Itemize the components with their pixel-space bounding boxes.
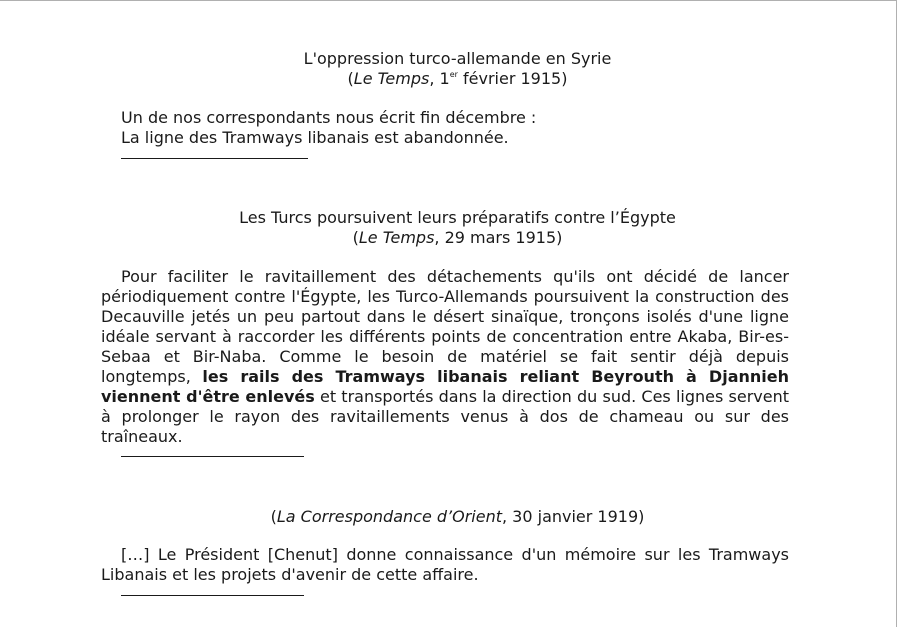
section-1-publication: Le Temps — [353, 69, 430, 88]
section-2-separator — [121, 456, 304, 457]
section-3-body: […] Le Président [Chenut] donne connaissance d'un mémoire sur les Tramways Libanais et les projets d'avenir de cette affaire. — [101, 545, 789, 584]
section-2-bold-passage: les rails des Tramways libanais reliant Beyrouth à Djannieh viennent d'être enlevés — [101, 367, 789, 406]
section-1-body — [121, 108, 809, 148]
section-1-title: L'oppression turco-allemande en Syrie — [303, 49, 612, 68]
section-1-line-2: La ligne des Tramways libanais est abandonnée. — [121, 128, 509, 147]
section-2-title: Les Turcs poursuivent leurs préparatifs contre l’Égypte — [239, 208, 676, 227]
section-1-source: (Le Temps, 1er février 1915) — [347, 69, 568, 88]
page-border-top — [0, 0, 897, 1]
section-2-source: (Le Temps, 29 mars 1915) — [352, 228, 563, 247]
section-3-separator — [121, 595, 304, 596]
section-3-publication: La Correspondance d’Orient — [276, 507, 502, 526]
section-1-separator — [121, 158, 308, 159]
section-1-line-1: Un de nos correspondants nous écrit fin décembre : — [121, 108, 537, 127]
section-2-publication: Le Temps — [358, 228, 435, 247]
page-border-right — [896, 0, 897, 627]
section-3-source: (La Correspondance d’Orient, 30 janvier 1919) — [270, 507, 645, 526]
section-2-body: Pour faciliter le ravitaillement des détachements qu'ils ont décidé de lancer périodiquement contre l'Égypte, les Turco-Allemands poursuivent la construction des Decauville jetés un peu partout dans le désert sinaïque, tronçons isolés d'une ligne idéale servant à raccorder les différents points de concentration entre Akaba, Bir-es-Sebaa et Bir-Naba. Comme le besoin de matériel se fait sentir déjà depuis longtemps, les rails des Tramways libanais reliant Beyrouth à Djannieh viennent d'être enlevés et transportés dans la direction du sud. Ces lignes servent à prolonger le rayon des ravitaillements venus à dos de chameau ou sur des traîneaux. — [101, 267, 789, 446]
